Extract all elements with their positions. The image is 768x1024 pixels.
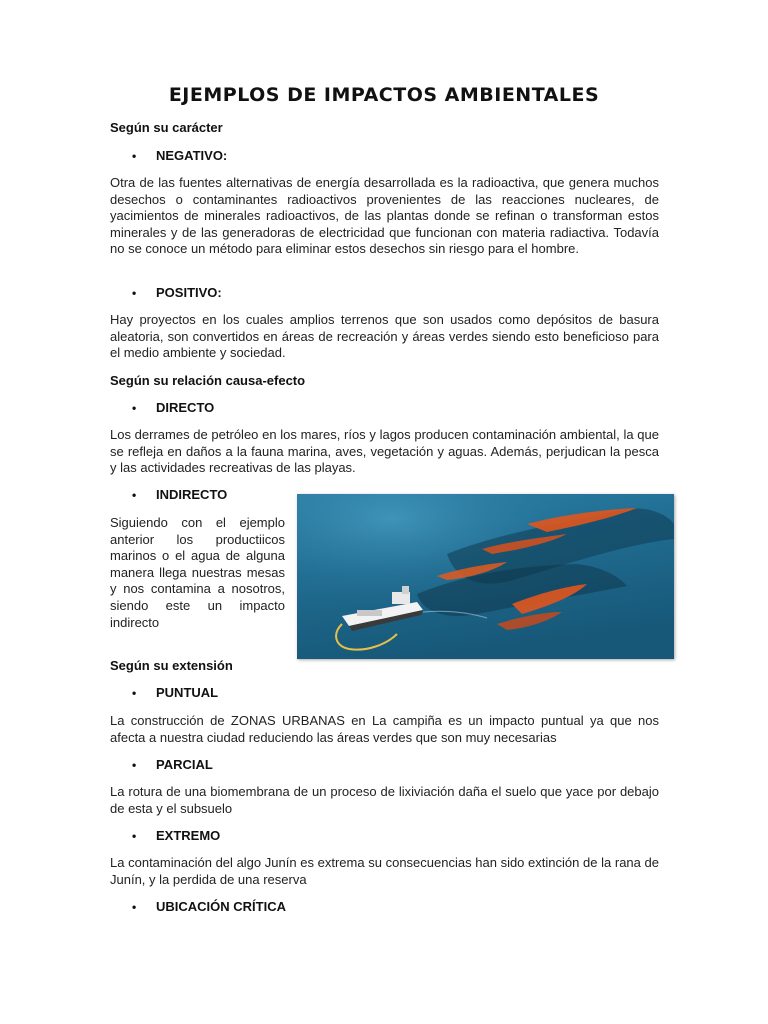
- bullet-label-directo: DIRECTO: [156, 400, 215, 415]
- paragraph-extremo: La contaminación del algo Junín es extrema su consecuencias han sido extinción de la rana de Junín, y la perdida de una reserva: [110, 855, 659, 887]
- paragraph-directo: Los derrames de petróleo en los mares, ríos y lagos producen contaminación ambiental, la que se refleja en daños a la fauna marina, aves, vegetación y aguas. Además, perjudican la pesca y las actividades recreativas de las playas.: [110, 427, 659, 476]
- bullet-dot-icon: •: [132, 401, 137, 415]
- bullet-label-positivo: POSITIVO:: [156, 285, 222, 300]
- page-title: EJEMPLOS DE IMPACTOS AMBIENTALES: [168, 84, 600, 106]
- bullet-parcial: [132, 757, 213, 772]
- bullet-dot-icon: •: [132, 900, 137, 914]
- bullet-directo: [132, 400, 214, 415]
- bullet-dot-icon: •: [132, 758, 137, 772]
- heading-caracter: Según su carácter: [110, 120, 223, 135]
- bullet-label-indirecto: INDIRECTO: [156, 487, 228, 502]
- oil-spill-illustration: [297, 494, 674, 659]
- bullet-negativo: [132, 148, 227, 163]
- paragraph-puntual: La construcción de ZONAS URBANAS en La campiña es un impacto puntual ya que nos afecta a nuestra ciudad reduciendo las áreas verdes que son muy necesarias: [110, 713, 659, 745]
- bullet-label-parcial: PARCIAL: [156, 757, 213, 772]
- paragraph-parcial: La rotura de una biomembrana de un proceso de lixiviación daña el suelo que yace por debajo de esta y el subsuelo: [110, 784, 659, 816]
- bullet-puntual: [132, 685, 218, 700]
- bullet-dot-icon: •: [132, 686, 137, 700]
- bullet-dot-icon: •: [132, 149, 137, 163]
- bullet-label-negativo: NEGATIVO:: [156, 148, 228, 163]
- bullet-dot-icon: •: [132, 286, 137, 300]
- heading-causa-efecto: Según su relación causa-efecto: [110, 373, 306, 388]
- bullet-indirecto: [132, 487, 227, 502]
- bullet-extremo: [132, 828, 220, 843]
- bullet-positivo: [132, 285, 222, 300]
- paragraph-negativo: Otra de las fuentes alternativas de energía desarrollada es la radioactiva, que genera muchos desechos o contaminantes radioactivos provenientes de las reacciones nucleares, de yacimientos de minerales radioactivos, de las plantas donde se refinan o transforman estos minerales y de las generadoras de electricidad que funcionan con materia radiactiva. Todavía no se conoce un método para eliminar estos desechos sin riesgo para el hombre.: [110, 175, 659, 257]
- paragraph-indirecto: Siguiendo con el ejemplo anterior los productiicos marinos o el agua de alguna manera llega nuestras mesas y nos contamina a nosotros, siendo este un impacto indirecto: [110, 515, 285, 630]
- bullet-dot-icon: •: [132, 829, 137, 843]
- paragraph-positivo: Hay proyectos en los cuales amplios terrenos que son usados como depósitos de basura aleatoria, son convertidos en áreas de recreación y áreas verdes siendo esto beneficioso para el medio ambiente y sociedad.: [110, 312, 659, 361]
- bullet-label-puntual: PUNTUAL: [156, 685, 219, 700]
- bullet-dot-icon: •: [132, 488, 137, 502]
- oil-spill-photo: [297, 494, 674, 659]
- heading-extension: Según su extensión: [110, 658, 233, 673]
- bullet-label-ubicacion-critica: UBICACIÓN CRÍTICA: [156, 899, 286, 914]
- bullet-label-extremo: EXTREMO: [156, 828, 221, 843]
- bullet-ubicacion-critica: [132, 899, 286, 914]
